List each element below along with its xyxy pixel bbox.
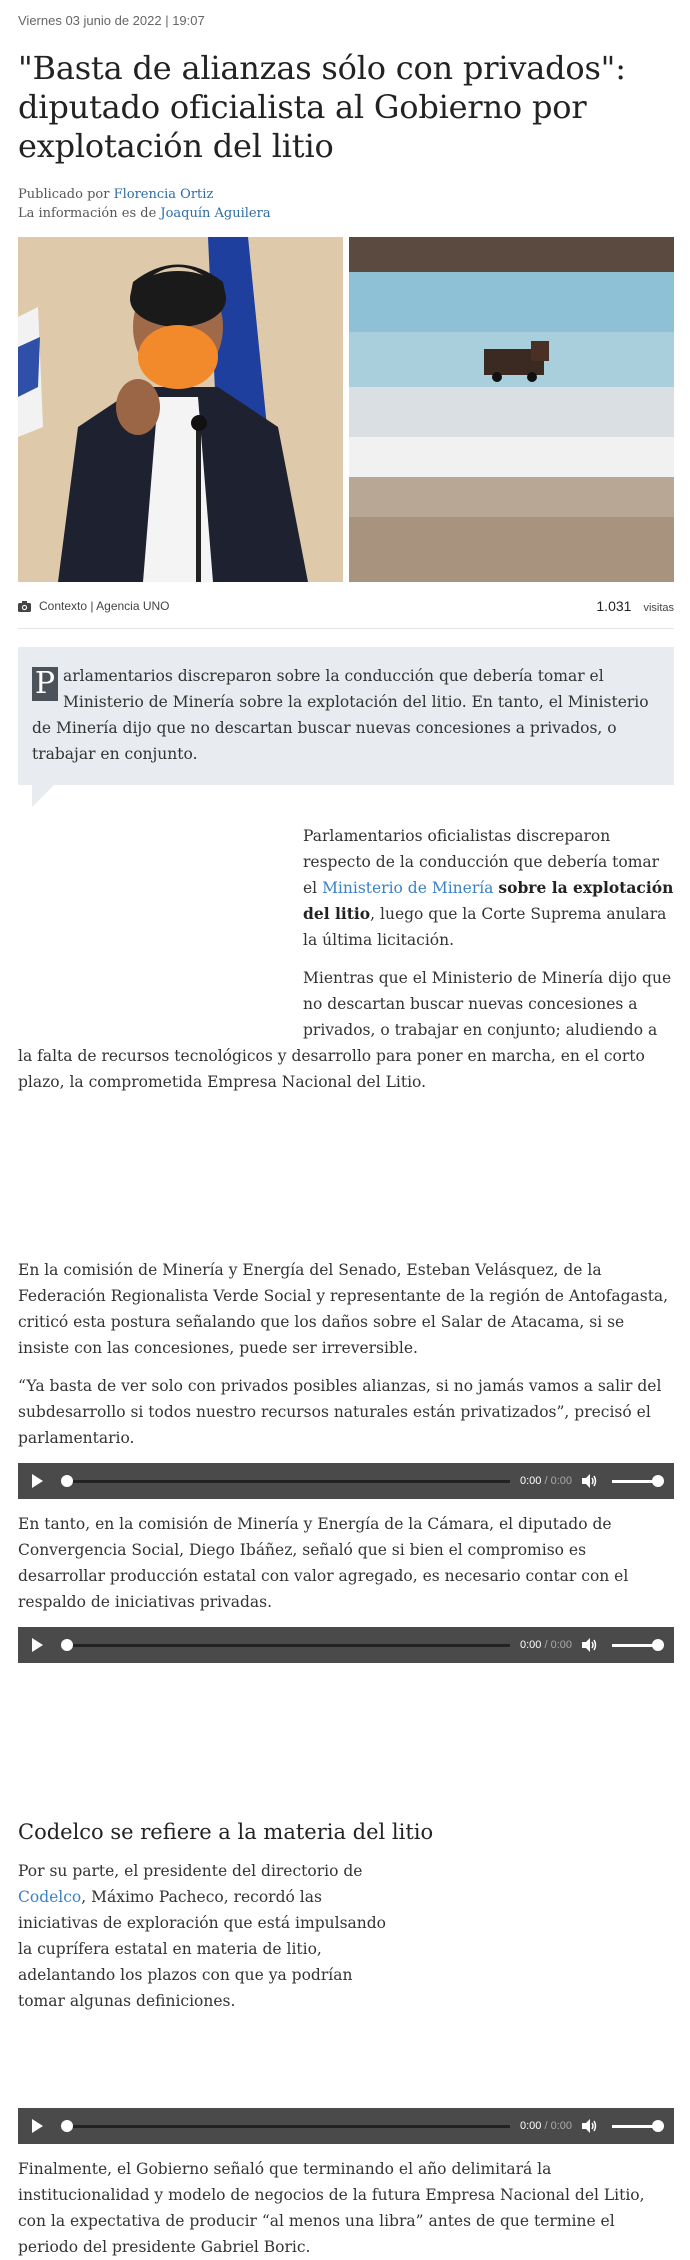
audio-progress[interactable] [61,1480,510,1483]
paragraph-6 [18,1858,388,2014]
p6-text: Por su parte, el presidente del directorio de [18,1862,363,1880]
byline-prefix: Publicado por [18,187,114,202]
camera-icon [18,601,31,612]
visit-counter [596,598,674,614]
audio-progress[interactable] [61,2125,510,2128]
time-sep: / [544,1475,548,1487]
volume-icon[interactable] [582,1474,598,1488]
section-heading: Codelco se refiere a la materia del litio [18,1820,434,1844]
drop-cap: P [32,667,58,701]
volume-icon[interactable] [582,1638,598,1652]
audio-time [520,2120,572,2132]
play-icon[interactable] [32,2119,43,2133]
time-current: 0:00 [519,2120,542,2132]
p1-text: Parlamentarios oficialistas discreparon respecto de la conducción que debería tomar el [303,827,660,897]
codelco-link[interactable]: Codelco [18,1888,82,1906]
volume-knob[interactable] [652,2120,664,2132]
ad-space [18,823,303,1023]
time-sep: / [544,1639,548,1651]
progress-knob[interactable] [61,1475,73,1487]
source-link[interactable]: Joaquín Aguilera [160,206,271,221]
author-link[interactable]: Florencia Ortiz [113,187,214,202]
time-current: 0:00 [519,1639,542,1651]
page-title: "Basta de alianzas sólo con privados": diputado oficialista al Gobierno por explotación del litio [18,49,626,165]
visits-count: 1.031 [596,598,632,614]
paragraph-7: Finalmente, el Gobierno señaló que terminando el año delimitará la institucionalidad y modelo de negocios de la futura Empresa Nacional del Litio, con la expectativa de producir “al menos una libra” antes de que termine el periodo del presidente Gabriel Boric. [18,2160,645,2256]
volume-knob[interactable] [652,1639,664,1651]
progress-knob[interactable] [61,2120,73,2132]
play-icon[interactable] [32,1638,43,1652]
ministerio-link[interactable]: Ministerio de Minería [322,879,494,897]
paragraph-5: En tanto, en la comisión de Minería y Energía de la Cámara, el diputado de Convergencia Social, Diego Ibáñez, señaló que si bien el compromiso es desarrollar producción estatal con valor agregado, es necesario contar con el respaldo de iniciativas privadas. [18,1515,629,1611]
time-duration: 0:00 [550,1639,572,1651]
paragraph-4: “Ya basta de ver solo con privados posibles alianzas, si no jamás vamos a salir del subdesarrollo si todos nuestro recursos naturales están privatizados”, precisó el parlamentario. [18,1377,662,1447]
salar-image [349,237,674,582]
embed-space-3 [18,2026,674,2096]
p1-bold: sobre la explotación del litio [303,878,674,923]
source-prefix: La información es de [18,206,161,221]
article-body [18,823,674,2260]
dateline: Viernes 03 junio de 2022 | 19:07 [18,13,205,28]
volume-knob[interactable] [652,1475,664,1487]
time-duration: 0:00 [550,2120,572,2132]
p1-end: , luego que la Corte Suprema anulara la última licitación. [303,905,667,949]
audio-progress[interactable] [61,1644,510,1647]
photo-caption [18,599,170,613]
photo-gallery [18,237,674,582]
paragraph-2: Mientras que el Ministerio de Minería dijo que no descartan buscar nuevas concesiones a privados, o trabajar en conjunto; aludiendo a la falta de recursos tecnológicos y desarrollo para poner en marcha, en el corto plazo, la comprometida Empresa Nacional del Litio. [18,969,672,1091]
audio-player-3 [18,2108,674,2144]
salar-photo [349,237,674,582]
photo-meta [18,597,674,629]
play-icon[interactable] [32,1474,43,1488]
volume-slider[interactable] [612,1644,660,1647]
deputy-photo [18,237,343,582]
lead-text: arlamentarios discreparon sobre la conducción que debería tomar el Ministerio de Minería sobre la explotación del litio. En tanto, el Ministerio de Minería dijo que no descartan buscar nuevas concesiones a privados, o trabajar en conjunto. [32,667,649,763]
time-current: 0:00 [519,1475,542,1487]
p6-end: , Máximo Pacheco, recordó las iniciativas de exploración que está impulsando la cuprífera estatal en materia de litio, adelantando los plazos con que ya podrían tomar algunas definiciones. [18,1888,386,2010]
visits-label: visitas [643,602,674,614]
audio-time [520,1639,572,1651]
time-sep: / [544,2120,548,2132]
audio-player-2 [18,1627,674,1663]
volume-slider[interactable] [612,2125,660,2128]
progress-knob[interactable] [61,1639,73,1651]
photo-credit: Contexto | Agencia UNO [39,599,170,613]
time-duration: 0:00 [550,1475,572,1487]
deputy-image [18,237,343,582]
byline [18,185,674,223]
volume-icon[interactable] [582,2119,598,2133]
lead-summary [18,647,674,785]
article [18,0,674,2260]
embed-space-2 [18,1675,674,1820]
paragraph-3: En la comisión de Minería y Energía del Senado, Esteban Velásquez, de la Federación Regionalista Verde Social y representante de la región de Antofagasta, criticó esta postura señalando que los daños sobre el Salar de Atacama, si se insiste con las concesiones, puede ser irreversible. [18,1261,669,1357]
audio-player-1 [18,1463,674,1499]
audio-time [520,1475,572,1487]
embed-space [18,1107,674,1257]
volume-slider[interactable] [612,1480,660,1483]
